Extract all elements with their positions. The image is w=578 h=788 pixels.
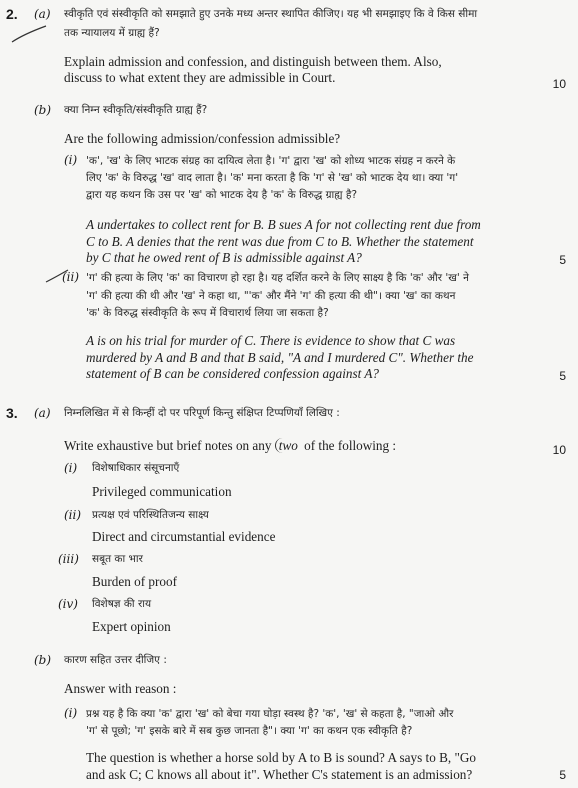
q3a-item-english: Expert opinion: [92, 619, 171, 634]
q3a-hindi: निम्नलिखित में से किन्हीं दो पर परिपूर्ण किन्तु संक्षिप्त टिप्पणियाँ लिखिए :: [64, 407, 340, 419]
q2a-hindi-line-1: स्वीकृति एवं संस्वीकृति को समझाते हुए उनके मध्य अन्तर स्थापित कीजिए। यह भी समझाइए कि वे किस सीमा: [64, 8, 478, 20]
q2b-hindi: क्या निम्न स्वीकृति/संस्वीकृति ग्राह्य हैं?: [64, 104, 208, 116]
q2bii-label: (ii): [62, 270, 80, 284]
q2bi-english-line-1: A undertakes to collect rent for B. B sues A for not collecting rent due from: [86, 217, 481, 232]
q2bii-hindi-line-2: 'ग' की हत्या की थी और 'ख' ने कहा था, "'क' और मैंने 'ग' की हत्या की थी"। क्या 'ख' का कथन: [86, 290, 456, 302]
q3bi-label: (i): [64, 706, 78, 720]
q2a-hindi-line-2: तक न्यायालय में ग्राह्य हैं?: [64, 27, 160, 39]
q2bi-marks: 5: [559, 253, 566, 267]
q3a-item-label: (ii): [64, 508, 82, 522]
q2bi-hindi-line-3: द्वारा यह कथन कि उस पर 'ख' को भाटक देय है 'क' के विरुद्ध ग्राह्य है?: [86, 189, 358, 201]
q3a-item-hindi: सबूत का भार: [92, 553, 143, 565]
q3a-english-pre: Write exhaustive but brief notes on any: [64, 438, 272, 453]
q3a-item-english: Direct and circumstantial evidence: [92, 529, 276, 544]
q3bi-hindi-line-2: 'ग' से पूछो; 'ग' इसके बारे में सब कुछ जानता है"। क्या 'ग' का कथन एक स्वीकृति है?: [86, 725, 413, 737]
q2bi-hindi-line-2: लिए 'क' के विरुद्ध 'ख' वाद लाता है। 'क' मना करता है कि 'ग' से 'ख' को भाटक देय था। क्या 'ग': [86, 172, 459, 184]
q2b-english: Are the following admission/confession admissible?: [64, 131, 341, 146]
q2a-english-line-2: discuss to what extent they are admissible in Court.: [64, 70, 336, 85]
q2bii-english-line-1: A is on his trial for murder of C. There is evidence to show that C was: [86, 333, 456, 348]
q3a-marks: 10: [552, 443, 566, 457]
q3a-english: [64, 437, 396, 454]
q3b-english: Answer with reason :: [64, 681, 177, 696]
q2b-label: (b): [34, 103, 52, 117]
q3a-english-post: of the following :: [304, 438, 397, 453]
q2bii-hindi-line-1: 'ग' की हत्या के लिए 'क' का विचारण हो रहा है। यह दर्शित करने के लिए साक्ष्य है कि 'क' और 'ख' ने: [86, 272, 469, 284]
q3a-item-english: Burden of proof: [92, 574, 177, 589]
q2a-label: (a): [34, 7, 51, 21]
pen-tick-mark: [10, 24, 50, 46]
q2-number: 2.: [6, 6, 18, 22]
q3a-item-english: Privileged communication: [92, 484, 232, 499]
q3bi-marks: 5: [559, 768, 566, 782]
q2bi-hindi-line-1: 'क', 'ख' के लिए भाटक संग्रह का दायित्व लेता है। 'ग' द्वारा 'ख' को शोध्य भाटक संग्रह न करने के: [86, 155, 456, 167]
q2bii-english-line-2: murdered by A and B and that B said, "A and I murdered C". Whether the: [86, 350, 474, 365]
q3a-item-hindi: विशेषाधिकार संसूचनाएँ: [92, 462, 180, 474]
q2bii-hindi-line-3: 'क' के विरुद्ध संस्वीकृति के रूप में विचारार्थ लिया जा सकता है?: [86, 307, 329, 319]
q3a-english-emphasis: two: [275, 438, 301, 453]
q3bi-english-line-2: and ask C; C knows all about it". Whether C's statement is an admission?: [86, 767, 473, 782]
q3b-hindi: कारण सहित उत्तर दीजिए :: [64, 654, 167, 666]
q3b-label: (b): [34, 653, 52, 667]
q3a-item-label: (iv): [58, 597, 78, 611]
q3a-item-hindi: प्रत्यक्ष एवं परिस्थितिजन्य साक्ष्य: [92, 509, 209, 521]
q2a-english-line-1: Explain admission and confession, and distinguish between them. Also,: [64, 54, 442, 69]
q2bi-english-line-3: by C that he owed rent of B is admissible against A?: [86, 250, 362, 265]
q3a-item-label: (i): [64, 461, 78, 475]
q3a-item-label: (iii): [58, 552, 79, 566]
q2a-marks: 10: [552, 77, 566, 91]
q2bii-english-line-3: statement of B can be considered confession against A?: [86, 366, 380, 381]
q3bi-english-line-1: The question is whether a horse sold by A to B is sound? A says to B, "Go: [86, 750, 477, 765]
q3bi-hindi-line-1: प्रश्न यह है कि क्या 'क' द्वारा 'ख' को बेचा गया घोड़ा स्वस्थ है? 'क', 'ख' से कहता है, "जाओ और: [86, 708, 454, 720]
q3-number: 3.: [6, 405, 18, 421]
q3a-label: (a): [34, 406, 51, 420]
q2bii-marks: 5: [559, 369, 566, 383]
q3a-item-hindi: विशेषज्ञ की राय: [92, 598, 152, 610]
q2bi-english-line-2: C to B. A denies that the rent was due from C to B. Whether the statement: [86, 234, 474, 249]
q2bi-label: (i): [64, 153, 78, 167]
